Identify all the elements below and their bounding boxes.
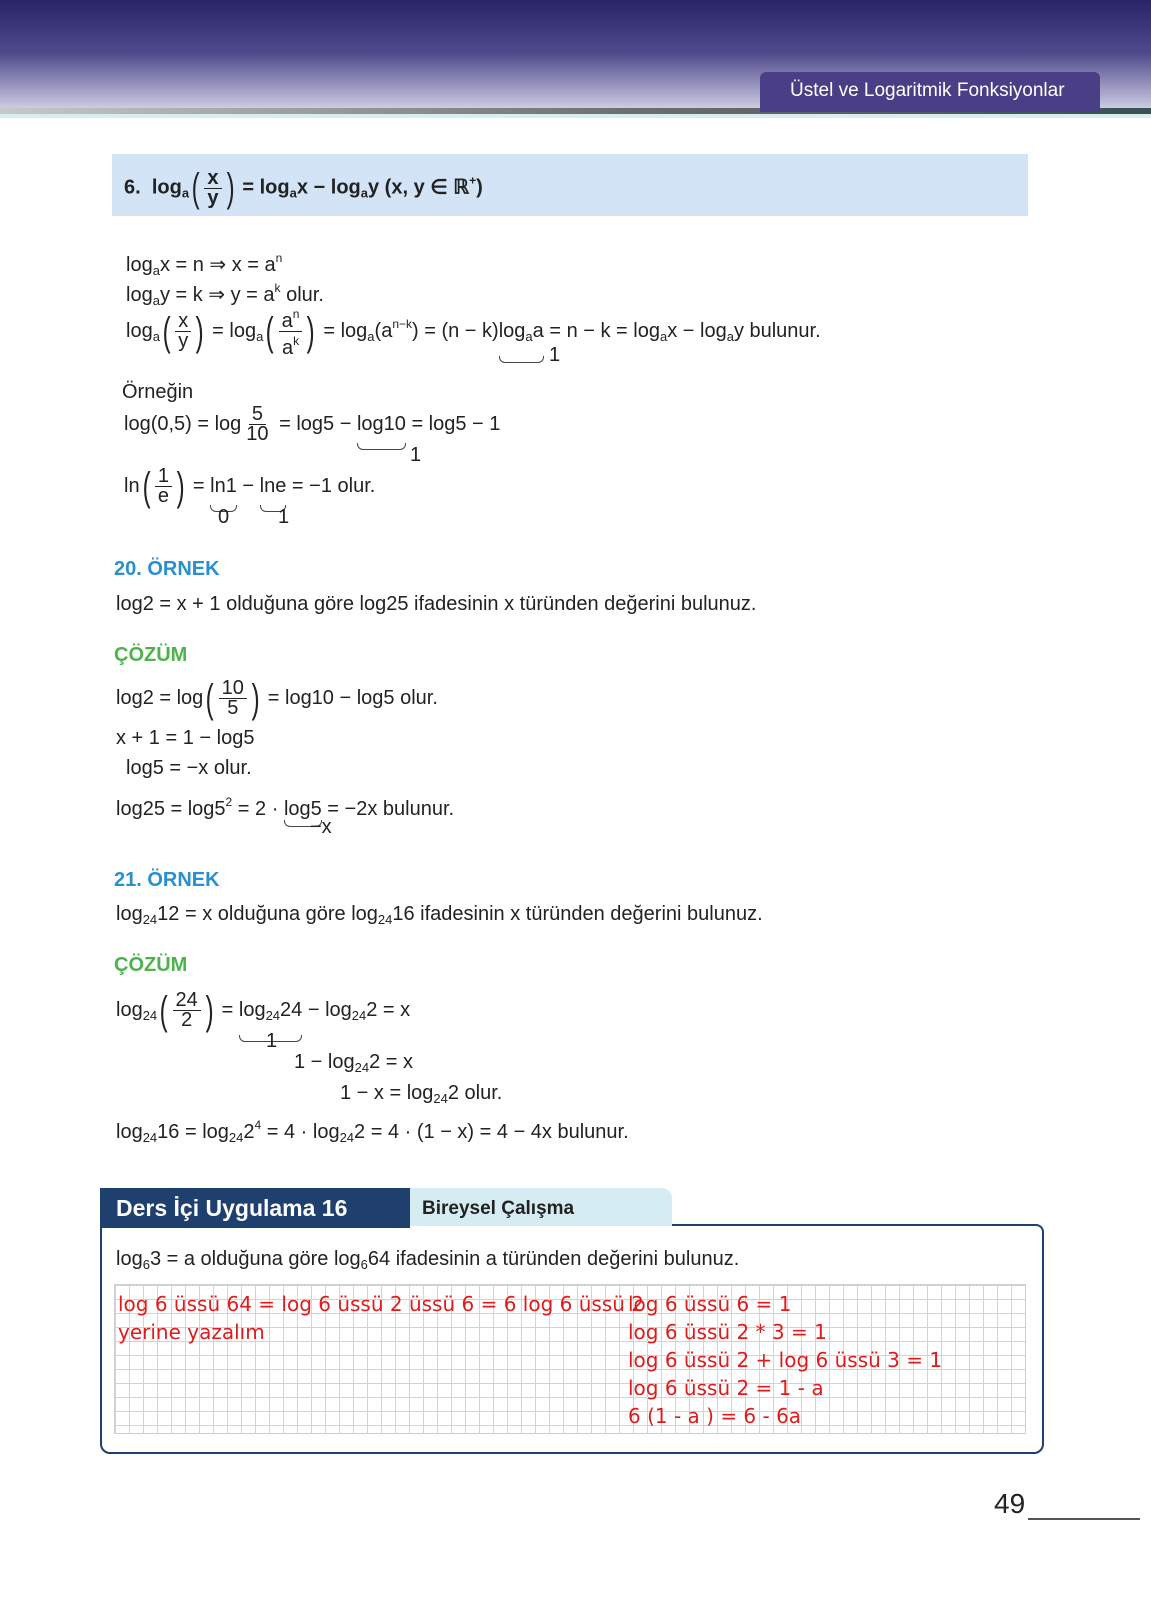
handwriting-right-line: log 6 üssü 2 = 1 - a <box>628 1376 824 1400</box>
chapter-title: Üstel ve Logaritmik Fonksiyonlar <box>760 72 1100 112</box>
example-20-question: log2 = x + 1 olduğuna göre log25 ifadesinin x türünden değerini bulunuz. <box>116 593 757 615</box>
example-21-step-3: $1 - x = \log_{24}2$ olur. <box>340 1082 503 1106</box>
header-divider-light <box>0 114 1151 117</box>
handwriting-left-line: log 6 üssü 64 = log 6 üssü 2 üssü 6 = 6 log 6 üssü 2 <box>118 1292 644 1316</box>
example-21-title: 21. ÖRNEK <box>114 869 220 891</box>
application-title: Ders İçi Uygulama 16 <box>100 1188 410 1228</box>
example-20-step-3: log5 = −x olur. <box>126 757 252 779</box>
log-quotient-rule: 6. $\log_a$( $\frac{x}{y}$ ) = $\log_ax - \log_ay$ (x, y ∈ ℝ+) <box>124 166 483 210</box>
example-20-step-1: log2 = log( $\frac{10}{5}$ ) = log10 − log5 olur. <box>116 676 438 721</box>
handwriting-right-line: log 6 üssü 2 + log 6 üssü 3 = 1 <box>628 1348 943 1372</box>
handwriting-right-line: 6 (1 - a ) = 6 - 6a <box>628 1404 802 1428</box>
underbrace-value: −x <box>310 816 332 838</box>
example-20-title: 20. ÖRNEK <box>114 558 220 580</box>
example-20-solution-title: ÇÖZÜM <box>114 644 188 666</box>
underbrace-value: 1 <box>278 506 290 528</box>
page-number-rule <box>1028 1518 1140 1520</box>
proof-line-2: $\log_ay = k$ ⇒ $y = a^k$ olur. <box>126 281 324 308</box>
application-subtitle: Bireysel Çalışma <box>408 1188 672 1226</box>
underbrace-value: 1 <box>410 444 422 466</box>
proof-line-3: $\log_a$( $\frac{x}{y}$ ) = $\log_a$( $\frac{a^n}{a^k}$ ) = $\log_a(a^{n-k}) = (n - k)\log_aa = n - k = \log_ax - \log_ay$ bulunur. <box>126 307 821 360</box>
example-21-step-1: $\log_{24}$( $\frac{24}{2}$ ) = $\log_{24}24 - \log_{24}2 = x$ <box>116 990 410 1036</box>
page-number: 49 <box>994 1488 1026 1519</box>
example-21-step-2: $1 - \log_{24}2 = x$ <box>294 1051 413 1075</box>
underbrace-value: 0 <box>218 506 230 528</box>
example-21-question: $\log_{24}12 = x$ olduğuna göre $\log_{24}16$ ifadesinin x türünden değerini bulunuz. <box>116 903 763 927</box>
handwriting-right-line: log 6 üssü 6 = 1 <box>628 1292 792 1316</box>
example-20-step-4: $\log 25 = \log 5^2 = 2 \cdot \log 5 = -2x$ bulunur. <box>116 795 455 820</box>
example-intro-line-1: log(0,5) = log $\frac{5}{10}$ = log5 − log10 = log5 − 1 <box>124 403 501 446</box>
underbrace-value: 1 <box>549 344 561 366</box>
example-21-solution-title: ÇÖZÜM <box>114 954 188 976</box>
proof-line-1: $\log_ax = n$ ⇒ $x = a^n$ <box>126 251 283 278</box>
application-question: $\log_63 = a$ olduğuna göre $\log_664$ ifadesinin a türünden değerini bulunuz. <box>116 1248 740 1272</box>
example-20-step-2: x + 1 = 1 − log5 <box>116 727 255 749</box>
handwriting-right-line: log 6 üssü 2 * 3 = 1 <box>628 1320 827 1344</box>
handwriting-left-line: yerine yazalım <box>118 1320 265 1344</box>
underbrace-value: 1 <box>266 1030 278 1052</box>
example-21-step-4: $\log_{24}16 = \log_{24}2^4 = 4 \cdot \log_{24}2 = 4 \cdot (1 - x) = 4 - 4x$ bulunur. <box>116 1118 629 1145</box>
example-intro-line-2: ln( $\frac{1}{e}$ ) = ln1 − lne = −1 olur. <box>124 464 376 509</box>
example-intro-label: Örneğin <box>122 381 194 403</box>
